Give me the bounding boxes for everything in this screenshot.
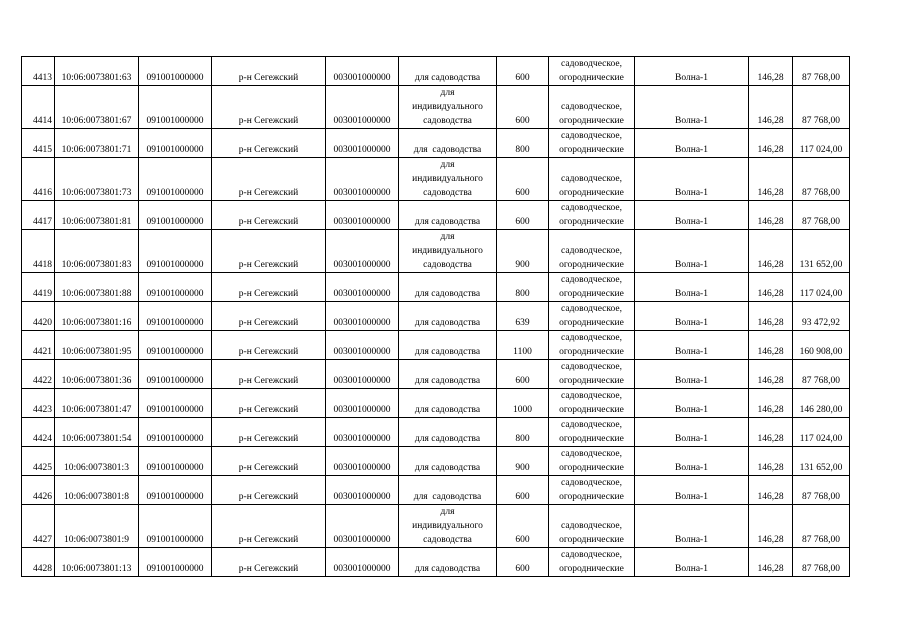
use-category-cell — [549, 129, 635, 158]
cadastral-value-cell: 87 768,00 — [793, 476, 850, 505]
use-category-cell — [549, 548, 635, 577]
area-cell: 1100 — [497, 331, 549, 360]
table-row — [22, 476, 850, 505]
land-use-cell — [399, 389, 497, 418]
use-category-line: огороднические — [559, 492, 624, 502]
oktmo-code-cell: 091001000000 — [139, 548, 212, 577]
cadastral-value-cell: 117 024,00 — [793, 129, 850, 158]
cadastral-value-cell: 87 768,00 — [793, 57, 850, 86]
land-use-cell — [399, 331, 497, 360]
settlement-code-cell: 003001000000 — [326, 158, 399, 201]
cadastral-value-cell: 131 652,00 — [793, 230, 850, 273]
oktmo-code-cell: 091001000000 — [139, 57, 212, 86]
settlement-code-cell: 003001000000 — [326, 389, 399, 418]
use-category-line: садоводческое, — [561, 102, 622, 112]
district-cell: р-н Сегежский — [212, 418, 326, 447]
district-cell: р-н Сегежский — [212, 505, 326, 548]
land-use-cell — [399, 302, 497, 331]
settlement-code-cell: 003001000000 — [326, 201, 399, 230]
use-category-line: огороднические — [559, 463, 624, 473]
district-cell: р-н Сегежский — [212, 86, 326, 129]
settlement-code-cell: 003001000000 — [326, 230, 399, 273]
zone-cell: Волна-1 — [635, 86, 749, 129]
table-row — [22, 57, 850, 86]
use-category-line: садоводческое, — [561, 59, 622, 69]
area-cell: 600 — [497, 548, 549, 577]
use-category-line: садоводческое, — [561, 131, 622, 141]
cadastral-value-cell: 87 768,00 — [793, 86, 850, 129]
land-use-line: для — [440, 507, 455, 517]
row-number-cell: 4426 — [22, 476, 55, 505]
specific-value-cell: 146,28 — [749, 548, 793, 577]
oktmo-code-cell: 091001000000 — [139, 302, 212, 331]
zone-cell: Волна-1 — [635, 302, 749, 331]
cadastral-number-cell: 10:06:0073801:13 — [55, 548, 139, 577]
table-row — [22, 129, 850, 158]
land-use-cell — [399, 418, 497, 447]
area-cell: 900 — [497, 230, 549, 273]
land-use-cell — [399, 505, 497, 548]
land-use-cell — [399, 230, 497, 273]
land-use-line: для садоводства — [414, 405, 481, 415]
use-category-line: садоводческое, — [561, 362, 622, 372]
land-use-line: индивидуального — [412, 102, 483, 112]
row-number-cell: 4425 — [22, 447, 55, 476]
use-category-cell — [549, 447, 635, 476]
row-number-cell: 4423 — [22, 389, 55, 418]
district-cell: р-н Сегежский — [212, 447, 326, 476]
use-category-line: садоводческое, — [561, 333, 622, 343]
land-use-line: для садоводства — [414, 376, 481, 386]
zone-cell: Волна-1 — [635, 505, 749, 548]
use-category-line: огороднические — [559, 376, 624, 386]
row-number-cell: 4420 — [22, 302, 55, 331]
cadastral-value-cell: 146 280,00 — [793, 389, 850, 418]
zone-cell: Волна-1 — [635, 129, 749, 158]
area-cell: 600 — [497, 201, 549, 230]
cadastral-number-cell: 10:06:0073801:67 — [55, 86, 139, 129]
zone-cell: Волна-1 — [635, 548, 749, 577]
land-use-line: индивидуального — [412, 246, 483, 256]
use-category-line: огороднические — [559, 188, 624, 198]
use-category-cell — [549, 389, 635, 418]
cadastral-number-cell: 10:06:0073801:81 — [55, 201, 139, 230]
area-cell: 800 — [497, 418, 549, 447]
cadastral-value-cell: 87 768,00 — [793, 548, 850, 577]
land-use-line: для садоводства — [414, 318, 481, 328]
specific-value-cell: 146,28 — [749, 418, 793, 447]
use-category-line: огороднические — [559, 145, 624, 155]
cadastral-number-cell: 10:06:0073801:88 — [55, 273, 139, 302]
zone-cell: Волна-1 — [635, 273, 749, 302]
zone-cell: Волна-1 — [635, 360, 749, 389]
settlement-code-cell: 003001000000 — [326, 129, 399, 158]
use-category-line: огороднические — [559, 405, 624, 415]
specific-value-cell: 146,28 — [749, 129, 793, 158]
oktmo-code-cell: 091001000000 — [139, 129, 212, 158]
cadastral-number-cell: 10:06:0073801:95 — [55, 331, 139, 360]
use-category-cell — [549, 57, 635, 86]
settlement-code-cell: 003001000000 — [326, 548, 399, 577]
zone-cell: Волна-1 — [635, 476, 749, 505]
specific-value-cell: 146,28 — [749, 505, 793, 548]
oktmo-code-cell: 091001000000 — [139, 331, 212, 360]
land-use-line: индивидуального — [412, 174, 483, 184]
land-use-cell — [399, 129, 497, 158]
cadastral-number-cell: 10:06:0073801:73 — [55, 158, 139, 201]
settlement-code-cell: 003001000000 — [326, 360, 399, 389]
use-category-line: садоводческое, — [561, 246, 622, 256]
specific-value-cell: 146,28 — [749, 389, 793, 418]
use-category-cell — [549, 505, 635, 548]
oktmo-code-cell: 091001000000 — [139, 158, 212, 201]
land-use-line: для — [440, 232, 455, 242]
table-row — [22, 418, 850, 447]
land-use-line: для садоводства — [414, 289, 481, 299]
cadastral-value-cell: 131 652,00 — [793, 447, 850, 476]
use-category-line: огороднические — [559, 260, 624, 270]
table-row — [22, 505, 850, 548]
land-use-cell — [399, 360, 497, 389]
zone-cell: Волна-1 — [635, 158, 749, 201]
use-category-line: огороднические — [559, 564, 624, 574]
table-row — [22, 447, 850, 476]
cadastral-value-cell: 93 472,92 — [793, 302, 850, 331]
cadastral-number-cell: 10:06:0073801:3 — [55, 447, 139, 476]
area-cell: 800 — [497, 273, 549, 302]
zone-cell: Волна-1 — [635, 418, 749, 447]
use-category-cell — [549, 201, 635, 230]
settlement-code-cell: 003001000000 — [326, 476, 399, 505]
land-use-line: для садоводства — [414, 347, 481, 357]
land-use-cell — [399, 158, 497, 201]
use-category-cell — [549, 418, 635, 447]
area-cell: 600 — [497, 476, 549, 505]
cadastral-number-cell: 10:06:0073801:9 — [55, 505, 139, 548]
specific-value-cell: 146,28 — [749, 447, 793, 476]
use-category-cell — [549, 230, 635, 273]
specific-value-cell: 146,28 — [749, 360, 793, 389]
row-number-cell: 4422 — [22, 360, 55, 389]
use-category-cell — [549, 86, 635, 129]
land-use-line: садоводства — [423, 535, 472, 545]
row-number-cell: 4416 — [22, 158, 55, 201]
cadastral-value-cell: 117 024,00 — [793, 273, 850, 302]
row-number-cell: 4414 — [22, 86, 55, 129]
use-category-cell — [549, 273, 635, 302]
oktmo-code-cell: 091001000000 — [139, 230, 212, 273]
cadastral-value-cell: 87 768,00 — [793, 505, 850, 548]
specific-value-cell: 146,28 — [749, 201, 793, 230]
land-use-cell — [399, 86, 497, 129]
land-use-cell — [399, 447, 497, 476]
use-category-line: садоводческое, — [561, 304, 622, 314]
district-cell: р-н Сегежский — [212, 57, 326, 86]
settlement-code-cell: 003001000000 — [326, 86, 399, 129]
zone-cell: Волна-1 — [635, 389, 749, 418]
use-category-line: садоводческое, — [561, 391, 622, 401]
oktmo-code-cell: 091001000000 — [139, 505, 212, 548]
zone-cell: Волна-1 — [635, 447, 749, 476]
district-cell: р-н Сегежский — [212, 273, 326, 302]
land-use-line: для — [440, 88, 455, 98]
specific-value-cell: 146,28 — [749, 158, 793, 201]
oktmo-code-cell: 091001000000 — [139, 389, 212, 418]
specific-value-cell: 146,28 — [749, 331, 793, 360]
use-category-line: садоводческое, — [561, 478, 622, 488]
land-use-line: садоводства — [423, 188, 472, 198]
use-category-line: огороднические — [559, 434, 624, 444]
use-category-line: огороднические — [559, 318, 624, 328]
oktmo-code-cell: 091001000000 — [139, 86, 212, 129]
table-row — [22, 273, 850, 302]
cadastral-number-cell: 10:06:0073801:47 — [55, 389, 139, 418]
use-category-line: огороднические — [559, 289, 624, 299]
district-cell: р-н Сегежский — [212, 548, 326, 577]
use-category-line: садоводческое, — [561, 521, 622, 531]
district-cell: р-н Сегежский — [212, 201, 326, 230]
oktmo-code-cell: 091001000000 — [139, 447, 212, 476]
use-category-cell — [549, 331, 635, 360]
land-use-cell — [399, 273, 497, 302]
specific-value-cell: 146,28 — [749, 230, 793, 273]
cadastral-value-cell: 160 908,00 — [793, 331, 850, 360]
row-number-cell: 4424 — [22, 418, 55, 447]
cadastral-number-cell: 10:06:0073801:16 — [55, 302, 139, 331]
use-category-line: огороднические — [559, 217, 624, 227]
use-category-line: огороднические — [559, 116, 624, 126]
table-row — [22, 230, 850, 273]
settlement-code-cell: 003001000000 — [326, 505, 399, 548]
specific-value-cell: 146,28 — [749, 476, 793, 505]
use-category-line: садоводческое, — [561, 174, 622, 184]
zone-cell: Волна-1 — [635, 201, 749, 230]
district-cell: р-н Сегежский — [212, 129, 326, 158]
use-category-cell — [549, 476, 635, 505]
land-use-cell — [399, 548, 497, 577]
specific-value-cell: 146,28 — [749, 302, 793, 331]
land-registry-table — [21, 56, 850, 577]
district-cell: р-н Сегежский — [212, 360, 326, 389]
land-use-line: для садоводства — [414, 217, 481, 227]
land-use-line: для — [440, 160, 455, 170]
oktmo-code-cell: 091001000000 — [139, 418, 212, 447]
land-use-cell — [399, 57, 497, 86]
area-cell: 600 — [497, 86, 549, 129]
zone-cell: Волна-1 — [635, 331, 749, 360]
area-cell: 600 — [497, 158, 549, 201]
land-use-line: для садоводства — [413, 492, 482, 502]
table-row — [22, 86, 850, 129]
settlement-code-cell: 003001000000 — [326, 273, 399, 302]
district-cell: р-н Сегежский — [212, 302, 326, 331]
land-use-cell — [399, 476, 497, 505]
table-row — [22, 158, 850, 201]
settlement-code-cell: 003001000000 — [326, 331, 399, 360]
area-cell: 639 — [497, 302, 549, 331]
use-category-line: садоводческое, — [561, 449, 622, 459]
table-row — [22, 302, 850, 331]
row-number-cell: 4428 — [22, 548, 55, 577]
settlement-code-cell: 003001000000 — [326, 418, 399, 447]
cadastral-value-cell: 87 768,00 — [793, 201, 850, 230]
row-number-cell: 4427 — [22, 505, 55, 548]
cadastral-value-cell: 117 024,00 — [793, 418, 850, 447]
use-category-cell — [549, 302, 635, 331]
cadastral-number-cell: 10:06:0073801:83 — [55, 230, 139, 273]
district-cell: р-н Сегежский — [212, 389, 326, 418]
specific-value-cell: 146,28 — [749, 86, 793, 129]
area-cell: 900 — [497, 447, 549, 476]
district-cell: р-н Сегежский — [212, 476, 326, 505]
zone-cell: Волна-1 — [635, 230, 749, 273]
district-cell: р-н Сегежский — [212, 331, 326, 360]
cadastral-value-cell: 87 768,00 — [793, 158, 850, 201]
oktmo-code-cell: 091001000000 — [139, 201, 212, 230]
row-number-cell: 4413 — [22, 57, 55, 86]
land-use-line: индивидуального — [412, 521, 483, 531]
specific-value-cell: 146,28 — [749, 57, 793, 86]
land-use-cell — [399, 201, 497, 230]
row-number-cell: 4415 — [22, 129, 55, 158]
use-category-line: огороднические — [559, 73, 624, 83]
area-cell: 600 — [497, 57, 549, 86]
table-row — [22, 201, 850, 230]
oktmo-code-cell: 091001000000 — [139, 476, 212, 505]
zone-cell: Волна-1 — [635, 57, 749, 86]
cadastral-number-cell: 10:06:0073801:8 — [55, 476, 139, 505]
use-category-line: огороднические — [559, 347, 624, 357]
land-use-line: садоводства — [423, 116, 472, 126]
use-category-line: огороднические — [559, 535, 624, 545]
cadastral-number-cell: 10:06:0073801:54 — [55, 418, 139, 447]
oktmo-code-cell: 091001000000 — [139, 360, 212, 389]
row-number-cell: 4417 — [22, 201, 55, 230]
district-cell: р-н Сегежский — [212, 230, 326, 273]
use-category-line: садоводческое, — [561, 420, 622, 430]
row-number-cell: 4419 — [22, 273, 55, 302]
area-cell: 800 — [497, 129, 549, 158]
table-body — [22, 57, 850, 577]
table-row — [22, 548, 850, 577]
land-use-line: для садоводства — [414, 434, 481, 444]
specific-value-cell: 146,28 — [749, 273, 793, 302]
area-cell: 1000 — [497, 389, 549, 418]
settlement-code-cell: 003001000000 — [326, 302, 399, 331]
land-use-line: для садоводства — [414, 73, 481, 83]
land-use-line: для садоводства — [414, 463, 481, 473]
use-category-cell — [549, 158, 635, 201]
area-cell: 600 — [497, 505, 549, 548]
area-cell: 600 — [497, 360, 549, 389]
row-number-cell: 4418 — [22, 230, 55, 273]
table-row — [22, 389, 850, 418]
cadastral-number-cell: 10:06:0073801:36 — [55, 360, 139, 389]
use-category-line: садоводческое, — [561, 275, 622, 285]
land-use-line: для садоводства — [413, 145, 482, 155]
table-row — [22, 360, 850, 389]
table-row — [22, 331, 850, 360]
land-use-line: садоводства — [423, 260, 472, 270]
oktmo-code-cell: 091001000000 — [139, 273, 212, 302]
settlement-code-cell: 003001000000 — [326, 447, 399, 476]
row-number-cell: 4421 — [22, 331, 55, 360]
use-category-line: садоводческое, — [561, 203, 622, 213]
land-use-line: для садоводства — [414, 564, 481, 574]
cadastral-number-cell: 10:06:0073801:71 — [55, 129, 139, 158]
use-category-cell — [549, 360, 635, 389]
cadastral-number-cell: 10:06:0073801:63 — [55, 57, 139, 86]
district-cell: р-н Сегежский — [212, 158, 326, 201]
settlement-code-cell: 003001000000 — [326, 57, 399, 86]
use-category-line: садоводческое, — [561, 550, 622, 560]
cadastral-value-cell: 87 768,00 — [793, 360, 850, 389]
